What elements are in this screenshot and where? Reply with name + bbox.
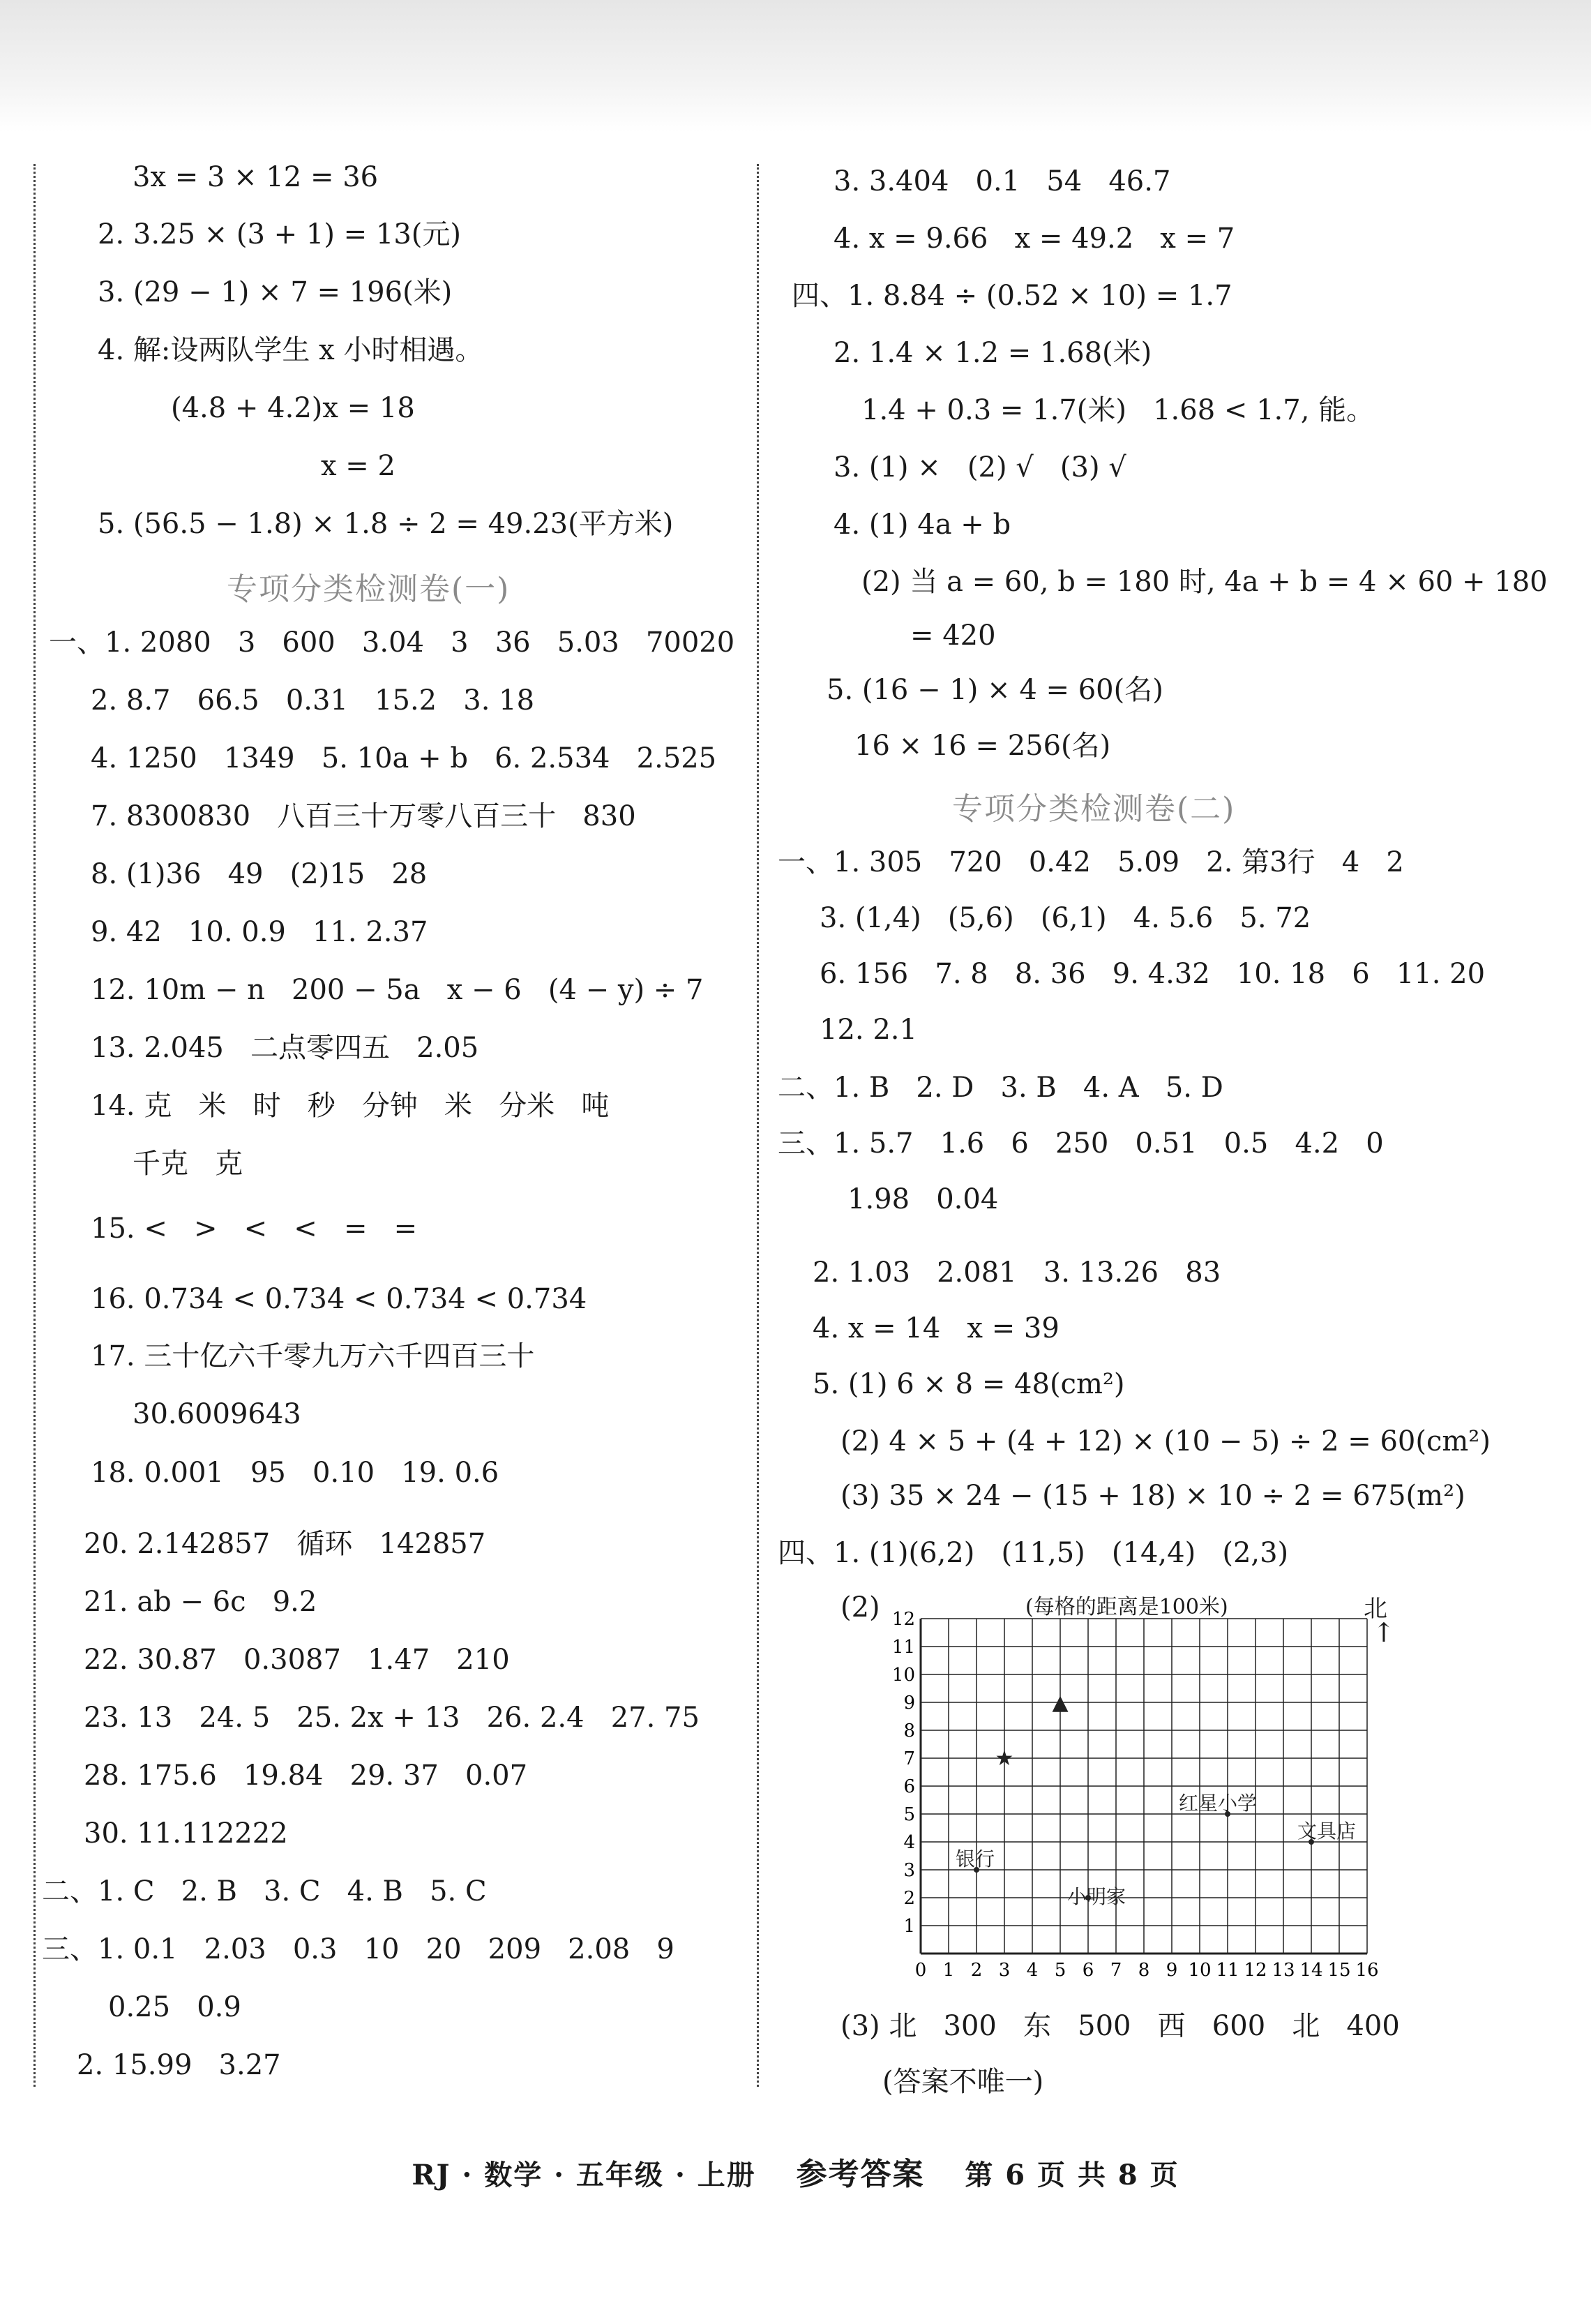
section-title: 专项分类检测卷(一) — [227, 571, 511, 607]
answer-line: 3. 3.404 0.1 54 46.7 — [834, 165, 1171, 197]
answer-line: = 420 — [910, 620, 996, 652]
answer-line: 4. 解:设两队学生 x 小时相遇。 — [98, 334, 483, 366]
grid-scale-note: (每格的距离是100米) — [1025, 1595, 1228, 1619]
answer-line: 6. 156 7. 8 8. 36 9. 4.32 10. 18 6 11. 20 — [820, 958, 1486, 990]
x-tick-label: 1 — [942, 1960, 955, 1981]
x-tick-label: 7 — [1110, 1960, 1122, 1981]
y-tick-label: 11 — [891, 1637, 915, 1658]
x-tick-label: 11 — [1216, 1960, 1239, 1981]
answer-line: 5. (56.5 − 1.8) × 1.8 ÷ 2 = 49.23(平方米) — [98, 508, 674, 540]
place-label: 银行 — [956, 1847, 995, 1871]
y-tick-label: 10 — [891, 1665, 915, 1686]
coordinate-grid — [872, 1605, 1402, 1995]
y-tick-label: 3 — [903, 1860, 915, 1881]
answer-line: 3. (29 − 1) × 7 = 196(米) — [98, 276, 453, 308]
footer-brand: 参考答案 — [796, 2157, 925, 2192]
x-tick-label: 4 — [1026, 1960, 1039, 1981]
x-tick-label: 13 — [1272, 1960, 1295, 1981]
answer-line: 14. 克 米 时 秒 分钟 米 分米 吨 — [91, 1090, 610, 1122]
y-tick-label: 6 — [903, 1776, 915, 1797]
answer-line: 4. x = 14 x = 39 — [813, 1312, 1060, 1344]
x-tick-label: 2 — [970, 1960, 983, 1981]
answer-line: 3. (1,4) (5,6) (6,1) 4. 5.6 5. 72 — [820, 902, 1311, 934]
answer-line: 四、1. (1)(6,2) (11,5) (14,4) (2,3) — [778, 1537, 1289, 1569]
footer-page-number: 第 6 页 共 8 页 — [965, 2159, 1179, 2191]
answer-line: 7. 8300830 八百三十万零八百三十 830 — [91, 800, 636, 832]
answer-line: 三、1. 0.1 2.03 0.3 10 20 209 2.08 9 — [42, 1933, 674, 1965]
column-divider — [757, 164, 759, 2087]
answer-line: (3) 北 300 东 500 西 600 北 400 — [840, 2010, 1400, 2042]
triangle-marker: ▲ — [1052, 1690, 1069, 1715]
answer-line: 2. 1.03 2.081 3. 13.26 83 — [813, 1257, 1221, 1289]
x-tick-label: 5 — [1054, 1960, 1066, 1981]
answer-line: 1.4 + 0.3 = 1.7(米) 1.68 < 1.7, 能。 — [861, 394, 1375, 426]
answer-line: 30. 11.112222 — [84, 1817, 288, 1850]
answer-line: 13. 2.045 二点零四五 2.05 — [91, 1032, 479, 1064]
answer-line: 8. (1)36 49 (2)15 28 — [91, 858, 428, 890]
answer-line: (2) 当 a = 60, b = 180 时, 4a + b = 4 × 60 + 180 — [861, 566, 1548, 598]
answer-line: (3) 35 × 24 − (15 + 18) × 10 ÷ 2 = 675(m²) — [840, 1480, 1465, 1512]
answer-line: 2. 3.25 × (3 + 1) = 13(元) — [98, 218, 461, 250]
y-tick-label: 1 — [903, 1916, 915, 1937]
section-title: 专项分类检测卷(二) — [952, 791, 1236, 827]
answer-line: 3. (1) × (2) √ (3) √ — [834, 451, 1126, 483]
page-footer — [0, 2149, 1591, 2194]
answer-line: 17. 三十亿六千零九万六千四百三十 — [91, 1340, 535, 1372]
answer-line: 15. < > < < = = — [91, 1213, 418, 1245]
answer-line: 20. 2.142857 循环 142857 — [84, 1528, 486, 1560]
answer-line: 一、1. 2080 3 600 3.04 3 36 5.03 70020 — [49, 627, 735, 659]
place-label: 文具店 — [1297, 1820, 1357, 1843]
answer-line: (2) — [840, 1591, 880, 1624]
answer-line: 30.6009643 — [133, 1398, 301, 1430]
scan-shadow — [0, 0, 1591, 133]
footer-book-info: RJ · 数学 · 五年级 · 上册 — [412, 2159, 756, 2191]
answer-line: 16. 0.734 < 0.734 < 0.734 < 0.734 — [91, 1283, 587, 1315]
y-tick-label: 4 — [903, 1832, 915, 1853]
x-tick-label: 8 — [1138, 1960, 1150, 1981]
y-tick-label: 2 — [903, 1888, 915, 1909]
answer-line: 4. 1250 1349 5. 10a + b 6. 2.534 2.525 — [91, 742, 717, 774]
answer-line: 16 × 16 = 256(名) — [854, 730, 1111, 762]
answer-line: 4. (1) 4a + b — [834, 509, 1011, 541]
y-tick-label: 9 — [903, 1693, 915, 1714]
answer-line: 12. 2.1 — [820, 1014, 917, 1046]
answer-line: 28. 175.6 19.84 29. 37 0.07 — [84, 1760, 528, 1792]
answer-line: 9. 42 10. 0.9 11. 2.37 — [91, 916, 428, 948]
answer-line: 千克 克 — [133, 1148, 243, 1180]
x-tick-label: 6 — [1082, 1960, 1094, 1981]
answer-line: 2. 15.99 3.27 — [77, 2049, 281, 2081]
answer-line: 23. 13 24. 5 25. 2x + 13 26. 2.4 27. 75 — [84, 1702, 700, 1734]
answer-line: 5. (16 − 1) × 4 = 60(名) — [827, 674, 1163, 706]
answer-line: 二、1. C 2. B 3. C 4. B 5. C — [42, 1875, 487, 1907]
answer-line: 18. 0.001 95 0.10 19. 0.6 — [91, 1457, 499, 1489]
left-margin-dotted-line — [33, 164, 36, 2087]
answer-line: 一、1. 305 720 0.42 5.09 2. 第3行 4 2 — [778, 846, 1404, 878]
y-tick-label: 8 — [903, 1720, 915, 1741]
north-arrow-icon: ↑ — [1373, 1617, 1395, 1648]
answer-line: (2) 4 × 5 + (4 + 12) × (10 − 5) ÷ 2 = 60(cm²) — [840, 1425, 1491, 1457]
answer-line: (4.8 + 4.2)x = 18 — [171, 392, 415, 424]
place-label: 红星小学 — [1179, 1792, 1258, 1815]
answer-line: 2. 1.4 × 1.2 = 1.68(米) — [834, 337, 1152, 369]
x-tick-label: 9 — [1166, 1960, 1178, 1981]
x-tick-label: 16 — [1355, 1960, 1379, 1981]
answer-line: 5. (1) 6 × 8 = 48(cm²) — [813, 1368, 1125, 1400]
x-tick-label: 0 — [914, 1960, 927, 1981]
y-tick-label: 7 — [903, 1748, 915, 1769]
x-tick-label: 14 — [1299, 1960, 1323, 1981]
answer-line: 12. 10m − n 200 − 5a x − 6 (4 − y) ÷ 7 — [91, 974, 704, 1006]
answer-line: x = 2 — [321, 450, 395, 482]
star-marker: ★ — [995, 1746, 1014, 1771]
place-label: 小明家 — [1067, 1885, 1126, 1908]
x-tick-label: 3 — [998, 1960, 1011, 1981]
north-label: 北 — [1364, 1595, 1387, 1623]
answer-line: 0.25 0.9 — [108, 1991, 241, 2023]
x-tick-label: 10 — [1188, 1960, 1212, 1981]
answer-line: 3x = 3 × 12 = 36 — [133, 161, 379, 193]
answer-line: 三、1. 5.7 1.6 6 250 0.51 0.5 4.2 0 — [778, 1127, 1384, 1160]
answer-line: (答案不唯一) — [882, 2066, 1044, 2098]
answer-line: 21. ab − 6c 9.2 — [84, 1586, 317, 1618]
x-tick-label: 12 — [1244, 1960, 1267, 1981]
y-tick-label: 12 — [891, 1609, 915, 1630]
answer-line: 2. 8.7 66.5 0.31 15.2 3. 18 — [91, 684, 535, 717]
y-tick-label: 5 — [903, 1804, 915, 1825]
answer-line: 22. 30.87 0.3087 1.47 210 — [84, 1644, 510, 1676]
answer-line: 二、1. B 2. D 3. B 4. A 5. D — [778, 1072, 1223, 1104]
answer-line: 四、1. 8.84 ÷ (0.52 × 10) = 1.7 — [792, 280, 1232, 312]
answer-line: 4. x = 9.66 x = 49.2 x = 7 — [834, 223, 1235, 255]
answer-line: 1.98 0.04 — [847, 1183, 999, 1215]
x-tick-label: 15 — [1327, 1960, 1351, 1981]
